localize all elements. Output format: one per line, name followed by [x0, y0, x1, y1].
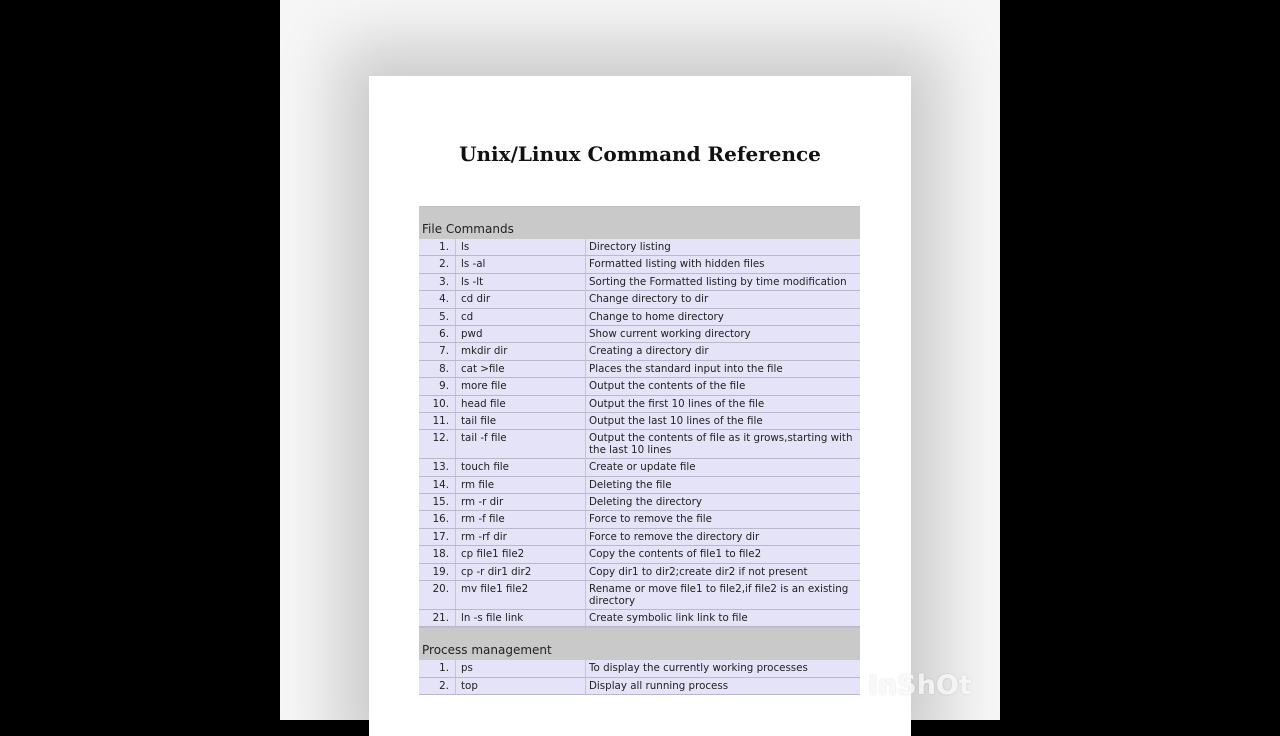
- section-title: File Commands: [422, 222, 514, 236]
- command-cell: cp -r dir1 dir2: [455, 564, 586, 580]
- row-number: 7.: [439, 345, 449, 358]
- row-number: 8.: [439, 362, 449, 375]
- row-number: 2.: [439, 258, 449, 271]
- table-row: [419, 477, 860, 494]
- command-cell: pwd: [455, 326, 586, 342]
- command-cell: ls -al: [455, 256, 586, 272]
- description-cell: To display the currently working processes: [589, 662, 808, 675]
- description-cell: Output the last 10 lines of the file: [589, 414, 763, 427]
- table-row: [419, 396, 860, 413]
- row-number: 19.: [432, 565, 449, 578]
- table-row: [419, 564, 860, 581]
- table-row: [419, 459, 860, 476]
- table-row: [419, 546, 860, 563]
- table-row: [419, 660, 860, 677]
- command-cell: rm -r dir: [455, 494, 586, 510]
- row-number: 11.: [432, 414, 449, 427]
- table-row: [419, 413, 860, 430]
- table-row: [419, 343, 860, 360]
- description-cell: Formatted listing with hidden files: [589, 258, 765, 271]
- description-cell: Output the first 10 lines of the file: [589, 397, 765, 410]
- row-number: 12.: [432, 432, 449, 445]
- table-row: [419, 494, 860, 511]
- description-cell: Deleting the file: [589, 478, 672, 491]
- command-cell: tail -f file: [455, 430, 586, 458]
- app-watermark: InShOt: [868, 670, 972, 701]
- description-cell: Change directory to dir: [589, 293, 709, 306]
- row-number: 17.: [432, 530, 449, 543]
- table-row: [419, 430, 860, 459]
- command-cell: rm -f file: [455, 511, 586, 527]
- row-number: 10.: [432, 397, 449, 410]
- description-cell: Sorting the Formatted listing by time modification: [589, 275, 847, 288]
- row-number: 18.: [432, 548, 449, 561]
- row-number: 13.: [432, 461, 449, 474]
- command-cell: ps: [455, 660, 586, 676]
- row-number: 9.: [439, 380, 449, 393]
- command-cell: rm file: [455, 477, 586, 493]
- row-number: 4.: [439, 293, 449, 306]
- description-cell: Display all running process: [589, 679, 729, 692]
- description-cell: Creating a directory dir: [589, 345, 709, 358]
- description-cell: Force to remove the directory dir: [589, 530, 760, 543]
- command-cell: mkdir dir: [455, 343, 586, 359]
- row-number: 1.: [439, 662, 449, 675]
- description-cell: Rename or move file1 to file2,if file2 is an existing directory: [589, 583, 849, 608]
- table-row: [419, 529, 860, 546]
- table-row: [419, 239, 860, 256]
- description-cell: Change to home directory: [589, 310, 724, 323]
- row-number: 1.: [439, 241, 449, 253]
- table-row: [419, 678, 860, 695]
- command-cell: ls: [455, 239, 586, 255]
- section-title: Process management: [422, 643, 552, 658]
- row-number: 5.: [439, 310, 449, 323]
- description-cell: Copy the contents of file1 to file2: [589, 548, 762, 561]
- table-row: [419, 511, 860, 528]
- row-number: 21.: [432, 612, 449, 625]
- command-cell: ls -lt: [455, 274, 586, 290]
- table-row: [419, 309, 860, 326]
- table-row: [419, 256, 860, 273]
- row-number: 6.: [439, 327, 449, 340]
- table-row: [419, 581, 860, 610]
- command-cell: rm -rf dir: [455, 529, 586, 545]
- description-cell: Show current working directory: [589, 327, 751, 340]
- command-table: [419, 206, 860, 695]
- command-cell: touch file: [455, 459, 586, 475]
- row-number: 3.: [439, 275, 449, 288]
- description-cell: Output the contents of the file: [589, 380, 746, 393]
- table-row: [419, 274, 860, 291]
- command-cell: cat >file: [455, 361, 586, 377]
- document-page: [369, 76, 911, 736]
- row-number: 15.: [432, 496, 449, 509]
- command-cell: cd: [455, 309, 586, 325]
- command-cell: cd dir: [455, 291, 586, 307]
- description-cell: Create or update file: [589, 461, 696, 474]
- description-cell: Force to remove the file: [589, 513, 712, 526]
- description-cell: Output the contents of file as it grows,starting with the last 10 lines: [589, 432, 853, 457]
- command-cell: ln -s file link: [455, 610, 586, 626]
- row-number: 16.: [432, 513, 449, 526]
- section-header: [419, 206, 860, 239]
- command-cell: tail file: [455, 413, 586, 429]
- command-cell: top: [455, 678, 586, 694]
- command-cell: more file: [455, 378, 586, 394]
- row-number: 20.: [432, 583, 449, 596]
- section-header: [419, 627, 860, 660]
- table-row: [419, 291, 860, 308]
- description-cell: Deleting the directory: [589, 496, 702, 509]
- table-row: [419, 610, 860, 627]
- description-cell: Copy dir1 to dir2;create dir2 if not present: [589, 565, 808, 578]
- row-number: 14.: [432, 478, 449, 491]
- description-cell: Directory listing: [589, 241, 671, 253]
- description-cell: Create symbolic link link to file: [589, 612, 748, 625]
- command-cell: cp file1 file2: [455, 546, 586, 562]
- table-row: [419, 378, 860, 395]
- description-cell: Places the standard input into the file: [589, 362, 783, 375]
- row-number: 2.: [439, 679, 449, 692]
- table-row: [419, 361, 860, 378]
- page-title: Unix/Linux Command Reference: [459, 142, 821, 166]
- table-row: [419, 326, 860, 343]
- command-cell: head file: [455, 396, 586, 412]
- command-cell: mv file1 file2: [455, 581, 586, 609]
